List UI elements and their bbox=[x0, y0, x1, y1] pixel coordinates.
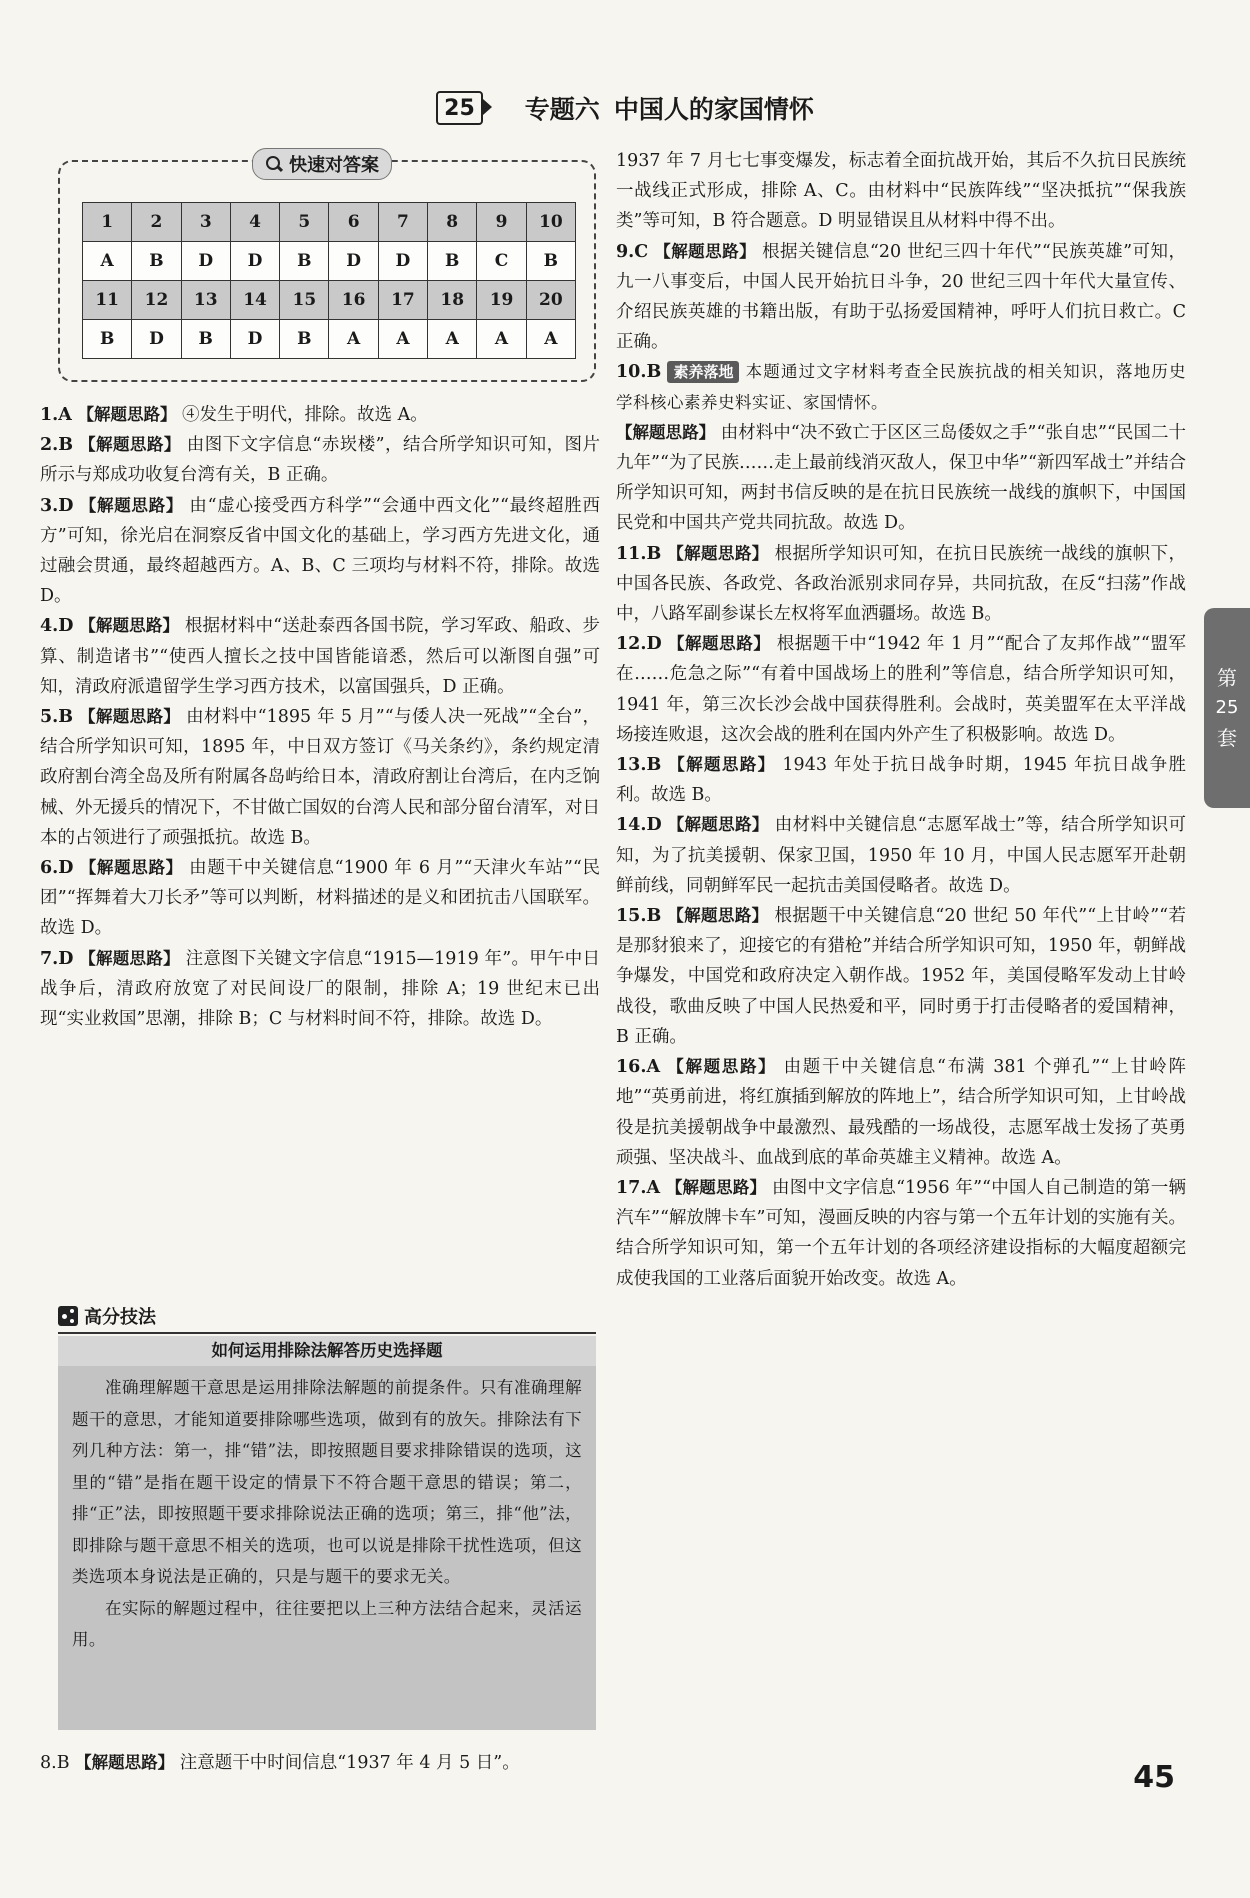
literacy-badge: 素养落地 bbox=[667, 361, 739, 383]
question-number-cell: 12 bbox=[132, 281, 181, 320]
answer-cell: B bbox=[280, 242, 329, 281]
explanation-item: 5.B 【解题思路】 由材料中“1895 年 5 月”“与倭人决一死战”“全台”，结合所学知识可知，1895 年，中日双方签订《马关条约》，条约规定清政府割台湾全岛及所有附属各岛屿给日本，清政府割让台湾后，在内乏饷械、外无援兵的情况下，不甘做亡国奴的台湾人民和部分留台清军，对日本的占领进行了顽强抵抗。故选 B。 bbox=[40, 707, 600, 848]
answer-cell: D bbox=[132, 320, 181, 359]
answer-letter-row bbox=[83, 242, 576, 281]
explanation-item: 13.B 【解题思路】 1943 年处于抗日战争时期，1945 年抗日战争胜利。故选 B。 bbox=[616, 755, 1187, 806]
question-number-cell: 6 bbox=[329, 203, 378, 242]
question-number-cell: 14 bbox=[230, 281, 279, 320]
answer-table bbox=[82, 202, 576, 359]
explanation-continued: 1937 年 7 月七七事变爆发，标志着全面抗战开始，其后不久抗日民族统一战线正式形成，排除 A、C。由材料中“民族阵线”“坚决抵抗”“保我族类”等可知，B 符合题意。D 明显错误且从材料中得不出。 bbox=[616, 151, 1186, 232]
answer-cell: B bbox=[132, 242, 181, 281]
answer-cell: D bbox=[378, 242, 427, 281]
answer-cell: A bbox=[83, 242, 132, 281]
answer-number-row bbox=[83, 203, 576, 242]
technique-label: 高分技法 bbox=[84, 1307, 156, 1328]
question-number-cell: 5 bbox=[280, 203, 329, 242]
technique-box bbox=[58, 1336, 596, 1730]
answer-cell: B bbox=[280, 320, 329, 359]
answer-cell: B bbox=[428, 242, 477, 281]
question-number-cell: 19 bbox=[477, 281, 526, 320]
explanation-item: 1.A 【解题思路】 ④发生于明代，排除。故选 A。 bbox=[40, 405, 428, 425]
question-number-cell: 8 bbox=[428, 203, 477, 242]
explanation-item: 11.B 【解题思路】 根据所学知识可知，在抗日民族统一战线的旗帜下，中国各民族、各政党、各政治派别求同存异，共同抗敌，在反“扫荡”作战中，八路军副参谋长左权将军血洒疆场。故选 B。 bbox=[616, 543, 1186, 625]
answer-cell: A bbox=[329, 320, 378, 359]
technique-header bbox=[58, 1300, 596, 1334]
question-number-cell: 7 bbox=[378, 203, 427, 242]
left-column bbox=[40, 400, 600, 1034]
question-number-cell: 2 bbox=[132, 203, 181, 242]
question-number-cell: 10 bbox=[526, 203, 575, 242]
explanation-item: 4.D 【解题思路】 根据材料中“送赴泰西各国书院，学习军政、船政、步算、制造诸书”“使西人擅长之技中国皆能谙悉，然后可以渐图自强”可知，清政府派遣留学生学习西方技术，以富国强兵，D 正确。 bbox=[40, 616, 600, 697]
page-number: 45 bbox=[1133, 1760, 1175, 1795]
answer-cell: C bbox=[477, 242, 526, 281]
question-number-cell: 15 bbox=[280, 281, 329, 320]
answer-cell: A bbox=[378, 320, 427, 359]
magnifier-icon bbox=[265, 155, 283, 173]
answer-cell: B bbox=[526, 242, 575, 281]
side-tab-text: 套 bbox=[1217, 726, 1237, 750]
answer-number-row bbox=[83, 281, 576, 320]
question-number-cell: 18 bbox=[428, 281, 477, 320]
explanation-item: 6.D 【解题思路】 由题干中关键信息“1900 年 6 月”“天津火车站”“民团”“挥舞着大刀长矛”等可以判断，材料描述的是义和团抗击八国联军。故选 D。 bbox=[40, 858, 601, 939]
question-number-cell: 11 bbox=[83, 281, 132, 320]
answer-cell: A bbox=[428, 320, 477, 359]
technique-paragraph: 在实际的解题过程中，往往要把以上三种方法结合起来，灵活运用。 bbox=[72, 1598, 582, 1649]
share-icon bbox=[58, 1306, 78, 1326]
explanation-item: 15.B 【解题思路】 根据题干中关键信息“20 世纪 50 年代”“上甘岭”“若是那豺狼来了，迎接它的有猎枪”并结合所学知识可知，1950 年，朝鲜战争爆发，中国党和政府决定入朝作战。1952 年，美国侵略军发动上甘岭战役，歌曲反映了中国人民热爱和平，同时勇于打击侵略者的爱国精神，B 正确。 bbox=[616, 906, 1186, 1047]
page-title: 中国人的家国情怀 bbox=[613, 95, 814, 124]
side-tab-text: 第 bbox=[1217, 666, 1237, 690]
quick-answer-label bbox=[252, 148, 392, 180]
explanation-item: 12.D 【解题思路】 根据题干中“1942 年 1 月”“配合了友邦作战”“盟军在……危急之际”“有着中国战场上的胜利”等信息，结合所学知识可知，1941 年，第三次长沙会战中国获得胜利。会战时，英美盟军在太平洋战场接连败退，这次会战的胜利在国内外产生了积极影响。故选 D。 bbox=[616, 634, 1186, 745]
explanation-item: 10.B 素养落地 本题通过文字材料考查全民族抗战的相关知识，落地历史学科核心素养史料实证、家国情怀。 【解题思路】 由材料中“决不致亡于区区三岛倭奴之手”“张自忠”“民国二十九年”“为了民族……走上最前线消灭敌人，保卫中华”“新四军战士”并结合所学知识可知，两封书信反映的是在抗日民族统一战线的旗帜下，中国国民党和中国共产党共同抗敌。故选 D。 bbox=[616, 362, 1186, 534]
answer-cell: D bbox=[230, 320, 279, 359]
answer-cell: B bbox=[83, 320, 132, 359]
page-header bbox=[0, 88, 1250, 128]
question-number-cell: 13 bbox=[181, 281, 230, 320]
answer-cell: D bbox=[329, 242, 378, 281]
answer-letter-row bbox=[83, 320, 576, 359]
explanation-item: 9.C 【解题思路】 根据关键信息“20 世纪三四十年代”“民族英雄”可知，九一八事变后，中国人民开始抗日斗争，20 世纪三四十年代大量宣传、介绍民族英雄的书籍出版，有助于弘扬爱国精神，呼吁人们抗日救亡。C 正确。 bbox=[616, 241, 1186, 353]
answer-cell: D bbox=[230, 242, 279, 281]
right-column bbox=[616, 146, 1186, 1294]
technique-title: 如何运用排除法解答历史选择题 bbox=[58, 1336, 596, 1366]
answer-cell: A bbox=[477, 320, 526, 359]
explanation-item: 8.B 【解题思路】 注意题干中时间信息“1937 年 4 月 5 日”。 bbox=[40, 1753, 520, 1773]
explanation-item: 7.D 【解题思路】 注意图下关键文字信息“1915—1919 年”。甲午中日战争后，清政府放宽了对民间设厂的限制，排除 A；19 世纪末已出现“实业救国”思潮，排除 B；C 与材料时间不符，排除。故选 D。 bbox=[40, 948, 600, 1030]
quick-answer-title: 快速对答案 bbox=[289, 155, 379, 176]
set-side-tab bbox=[1204, 608, 1250, 808]
question-number-cell: 1 bbox=[83, 203, 132, 242]
question-number-cell: 3 bbox=[181, 203, 230, 242]
technique-paragraph: 准确理解题干意思是运用排除法解题的前提条件。只有准确理解题干的意思，才能知道要排除哪些选项，做到有的放矢。排除法有下列几种方法：第一，排“错”法，即按照题目要求排除错误的选项，这里的“错”是指在题干设定的情景下不符合题干意思的错误；第二，排“正”法，即按照题干要求排除说法正确的选项；第三，排“他”法，即排除与题干意思不相关的选项，也可以说是排除干扰性选项，但这类选项本身说法是正确的，只是与题干的要求无关。 bbox=[72, 1378, 582, 1586]
answer-cell: A bbox=[526, 320, 575, 359]
answer-cell: B bbox=[181, 320, 230, 359]
literacy-intro: 本题通过文字材料考查全民族抗战的相关知识，落地历史学科核心素养史料实证、家国情怀。 bbox=[616, 362, 1186, 412]
question-number-cell: 9 bbox=[477, 203, 526, 242]
question-number-cell: 20 bbox=[526, 281, 575, 320]
explanation-item: 2.B 【解题思路】 由图下文字信息“赤崁楼”，结合所学知识可知，图片所示与郑成功收复台湾有关，B 正确。 bbox=[40, 435, 600, 486]
explanation-item: 17.A 【解题思路】 由图中文字信息“1956 年”“中国人自己制造的第一辆汽车”“解放牌卡车”可知，漫画反映的内容与第一个五年计划的实施有关。结合所学知识可知，第一个五年计划的各项经济建设指标的大幅度超额完成使我国的工业落后面貌开始改变。故选 A。 bbox=[616, 1177, 1186, 1289]
topic-label: 专题六 bbox=[524, 95, 600, 124]
explanation-item: 14.D 【解题思路】 由材料中关键信息“志愿军战士”等，结合所学知识可知，为了抗美援朝、保家卫国，1950 年 10 月，中国人民志愿军开赴朝鲜前线，同朝鲜军民一起抗击美国侵略者。故选 D。 bbox=[616, 815, 1186, 896]
explanation-item: 16.A 【解题思路】 由题干中关键信息“布满 381 个弹孔”“上甘岭阵地”“英勇前进，将红旗插到解放的阵地上”，结合所学知识可知，上甘岭战役是抗美援朝战争中最激烈、最残酷的一场战役，志愿军战士发扬了英勇顽强、坚决战斗、血战到底的革命英雄主义精神。故选 A。 bbox=[616, 1057, 1186, 1168]
answer-cell: D bbox=[181, 242, 230, 281]
question-number-cell: 4 bbox=[230, 203, 279, 242]
set-number-badge: 25 bbox=[436, 91, 483, 125]
quick-answer-box bbox=[58, 155, 596, 382]
explanation-item: 3.D 【解题思路】 由“虚心接受西方科学”“会通中西文化”“最终超胜西方”可知，徐光启在洞察反省中国文化的基础上，学习西方先进文化，通过融会贯通，最终超越西方。A、B、C 三项均与材料不符，排除。故选 D。 bbox=[40, 495, 600, 607]
question-number-cell: 17 bbox=[378, 281, 427, 320]
side-tab-number: 25 bbox=[1215, 697, 1239, 718]
question-number-cell: 16 bbox=[329, 281, 378, 320]
